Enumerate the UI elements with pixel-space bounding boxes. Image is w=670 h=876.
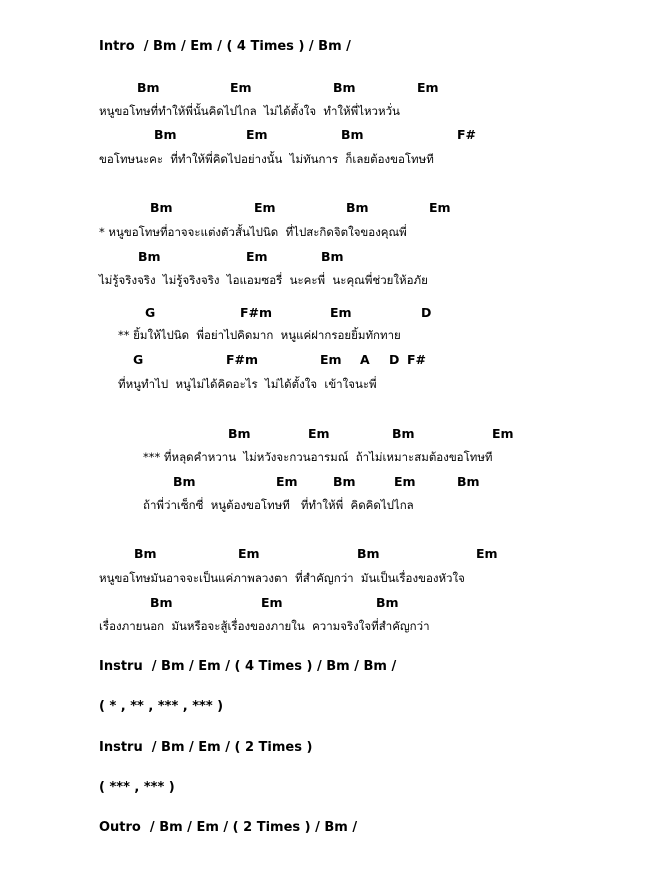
outro-line: Outro / Bm / Em / ( 2 Times ) / Bm / [99,820,358,835]
chord: Em [230,80,252,95]
chord: Em [308,426,330,441]
lyric-line: หนูขอโทษมันอาจจะเป็นแค่ภาพลวงตา ที่สำคัญกว่า มันเป็นเรื่องของหัวใจ [99,571,465,585]
instru-line: Instru / Bm / Em / ( 4 Times ) / Bm / Bm / [99,659,397,674]
lyric-line: ไม่รู้จริงจริง ไม่รู้จริงจริง ไอแอมซอรี่ นะคะพี่ นะคุณพี่ช่วยให้อภัย [99,273,428,287]
chord: Bm [134,546,157,561]
chord: Bm [137,80,160,95]
repeat-line: ( *** , *** ) [99,780,175,795]
chord: Em [246,127,268,142]
repeat-line: ( * , ** , *** , *** ) [99,699,224,714]
chord: Bm [173,474,196,489]
chord: Em [417,80,439,95]
chord: F# [407,352,427,367]
chord: Bm [154,127,177,142]
lyric-line: *** ที่หลุดคำหวาน ไม่หวังจะกวนอารมณ์ ถ้าไม่เหมาะสมต้องขอโทษที [143,450,493,464]
intro-line: Intro / Bm / Em / ( 4 Times ) / Bm / [99,39,351,54]
chord: Bm [457,474,480,489]
lyric-line: * หนูขอโทษที่อาจจะแต่งตัวสั้นไปนิด ที่ไปสะกิดจิตใจของคุณพี่ [99,225,407,239]
chord: Bm [333,80,356,95]
chord: Bm [333,474,356,489]
chord: D [389,352,400,367]
lyric-line: ** ยิ้มให้ไปนิด พี่อย่าไปคิดมาก หนูแค่ฝากรอยยิ้มทักทาย [118,328,401,342]
chord: Bm [321,249,344,264]
lyric-line: ถ้าพี่ว่าเซ็กซี่ หนูต้องขอโทษที ที่ทำให้พี่ คิดคิดไปไกล [143,498,414,512]
chord: Em [261,595,283,610]
chord: Bm [341,127,364,142]
chord: Bm [392,426,415,441]
lyric-line: ขอโทษนะคะ ที่ทำให้พี่คิดไปอย่างนั้น ไม่ทันการ ก็เลยต้องขอโทษที [99,152,434,166]
chord: Bm [357,546,380,561]
chord: Em [394,474,416,489]
chord: D [421,305,432,320]
chord: F#m [240,305,273,320]
chord: Em [246,249,268,264]
lyric-line: ที่หนูทำไป หนูไม่ได้คิดอะไร ไม่ได้ตั้งใจ เข้าใจนะพี่ [118,377,377,391]
chord: Bm [228,426,251,441]
chord: F# [457,127,477,142]
chord: G [133,352,144,367]
lyric-line: เรื่องภายนอก มันหรือจะสู้เรื่องของภายใน ความจริงใจที่สำคัญกว่า [99,619,430,633]
chord: Em [276,474,298,489]
chord: A [360,352,370,367]
instru-line: Instru / Bm / Em / ( 2 Times ) [99,740,313,755]
chord: Em [476,546,498,561]
chord: Em [330,305,352,320]
chord: Em [254,200,276,215]
chord: Em [429,200,451,215]
chord: Em [238,546,260,561]
chord: Em [320,352,342,367]
chord: Bm [150,595,173,610]
chord: F#m [226,352,259,367]
chord: Bm [346,200,369,215]
chord: Em [492,426,514,441]
chord: G [145,305,156,320]
lyric-line: หนูขอโทษที่ทำให้พี่นั้นคิดไปไกล ไม่ได้ตั้งใจ ทำให้พี่ไหวหวั่น [99,104,400,118]
chord: Bm [138,249,161,264]
chord: Bm [150,200,173,215]
chord: Bm [376,595,399,610]
